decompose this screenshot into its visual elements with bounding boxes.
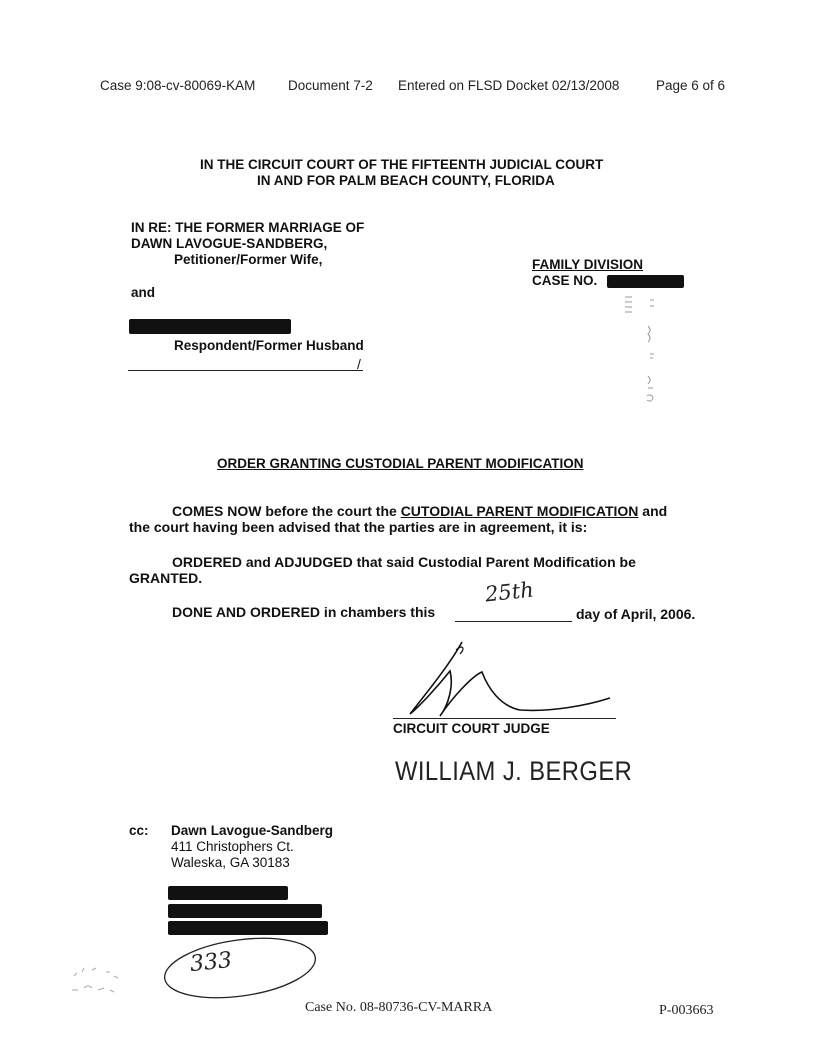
header-entered: Entered on FLSD Docket 02/13/2008 xyxy=(398,78,620,93)
header-document: Document 7-2 xyxy=(288,78,373,93)
cc-label: cc: xyxy=(129,823,149,838)
caption-divider-line xyxy=(128,370,363,371)
order-paragraph-1-line-2: the court having been advised that the parties are in agreement, it is: xyxy=(129,519,588,535)
caption-in-re: IN RE: THE FORMER MARRIAGE OF xyxy=(131,220,365,235)
redacted-respondent-name xyxy=(129,319,291,334)
order-paragraph-1-line-1 xyxy=(172,503,667,519)
signature-line xyxy=(393,718,616,719)
header-case: Case 9:08-cv-80069-KAM xyxy=(100,78,256,93)
redacted-line-1 xyxy=(168,886,288,900)
order-p1-lead: COMES NOW before the court the xyxy=(172,503,401,519)
handwritten-number: 333 xyxy=(188,947,234,978)
order-paragraph-2-line-2: GRANTED. xyxy=(129,570,203,586)
judge-name-stamp: WILLIAM J. BERGER xyxy=(395,756,633,786)
handwritten-circle xyxy=(160,930,320,1002)
footer-page-id: P-003663 xyxy=(659,1003,714,1018)
caption-and: and xyxy=(131,285,156,300)
day-blank-line xyxy=(455,621,572,622)
court-title-line2: IN AND FOR PALM BEACH COUNTY, FLORIDA xyxy=(257,173,555,188)
order-p1-motion: CUTODIAL PARENT MODIFICATION xyxy=(400,503,639,519)
order-paragraph-2-line-1: ORDERED and ADJUDGED that said Custodial Parent Modification be xyxy=(172,554,636,570)
handwritten-day: 25th xyxy=(483,577,535,607)
caption-petitioner-name: DAWN LAVOGUE-SANDBERG, xyxy=(131,236,328,251)
court-title-line1: IN THE CIRCUIT COURT OF THE FIFTEENTH JUDICIAL COURT xyxy=(200,157,604,172)
filing-stamp-marks xyxy=(610,292,660,412)
redacted-line-2 xyxy=(168,904,322,918)
caption-case-no: CASE NO. xyxy=(532,273,598,288)
caption-petitioner-role: Petitioner/Former Wife, xyxy=(174,252,323,267)
done-and-ordered-lead: DONE AND ORDERED in chambers this xyxy=(172,604,436,620)
footer-case-number: Case No. 08-80736-CV-MARRA xyxy=(305,1000,493,1015)
order-title: ORDER GRANTING CUSTODIAL PARENT MODIFICATION xyxy=(217,456,584,471)
caption-slash: / xyxy=(357,356,361,372)
redacted-case-number xyxy=(607,275,684,288)
order-p1-tail: and xyxy=(638,503,668,519)
cc-name: Dawn Lavogue-Sandberg xyxy=(171,823,334,838)
faint-seal-marks xyxy=(62,960,142,1006)
judge-signature xyxy=(390,636,630,721)
header-page: Page 6 of 6 xyxy=(656,78,726,93)
cc-address-line-1: 411 Christophers Ct. xyxy=(171,839,294,854)
caption-respondent-role: Respondent/Former Husband xyxy=(174,338,364,353)
cc-address-line-2: Waleska, GA 30183 xyxy=(171,855,290,870)
done-and-ordered-tail: day of April, 2006. xyxy=(576,606,696,622)
signature-title: CIRCUIT COURT JUDGE xyxy=(393,721,550,736)
caption-family-division: FAMILY DIVISION xyxy=(532,257,644,272)
